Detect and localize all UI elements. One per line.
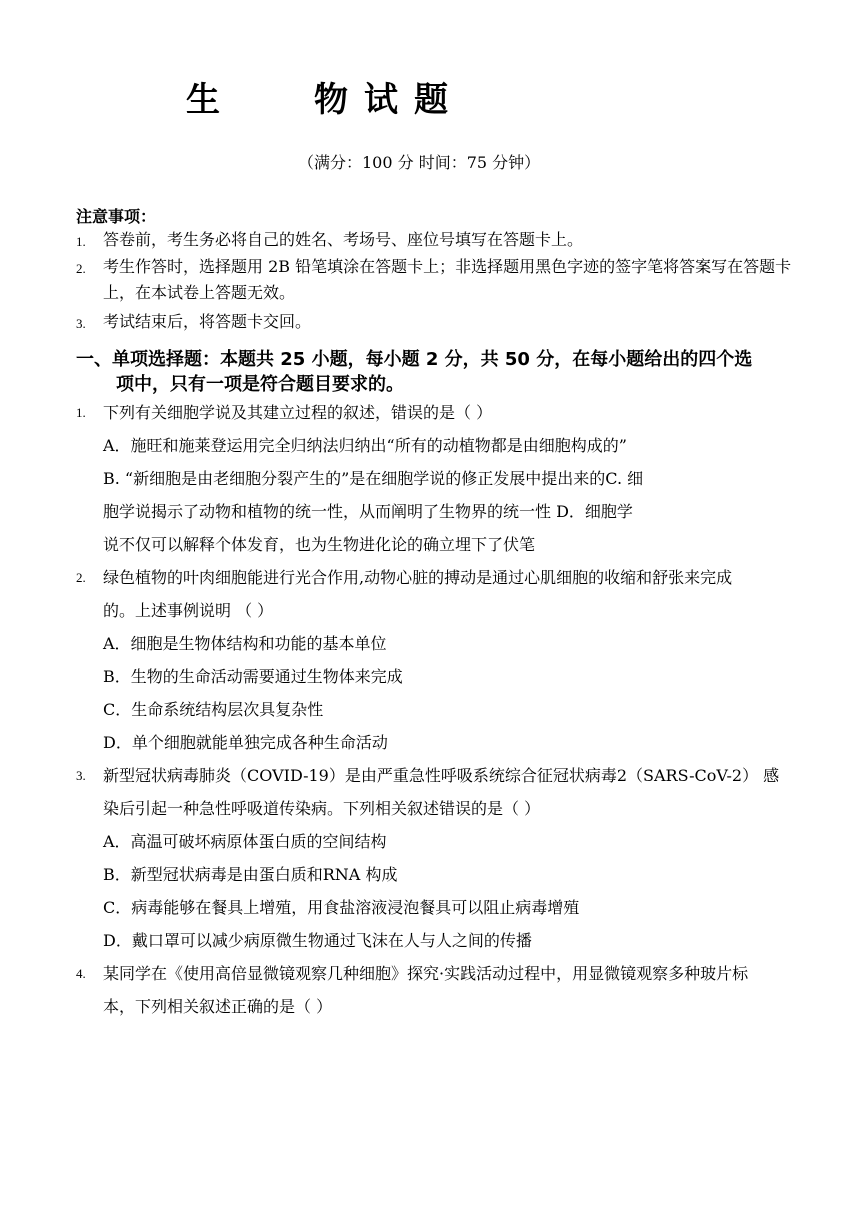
question-1-number [76, 402, 86, 421]
question-1-option-b: B. “新细胞是由老细胞分裂产生的”是在细胞学说的修正发展中提出来的C. 细 [103, 469, 644, 488]
question-1-option-c: 胞学说揭示了动物和植物的统一性，从而阐明了生物界的统一性 D．细胞学 [103, 502, 633, 521]
notice-item-number: 3. [76, 316, 86, 331]
notice-item-2-text: 考生作答时，选择题用 2B 铅笔填涂在答题卡上；非选择题用黑色字迹的签字笔将答案写在答题卡 [103, 257, 792, 276]
section-heading-line-2: 项中，只有一项是符合题目要求的。 [116, 374, 404, 395]
question-2-option-b: B．生物的生命活动需要通过生物体来完成 [103, 667, 403, 686]
question-3-option-b: B．新型冠状病毒是由蛋白质和RNA 构成 [103, 865, 398, 884]
question-3-stem: 新型冠状病毒肺炎（COVID-19）是由严重急性呼吸系统综合征冠状病毒2（SARS-CoV-2） 感 [103, 766, 780, 785]
question-number: 4. [76, 966, 86, 981]
notice-item-2 [76, 258, 86, 279]
question-number: 3. [76, 768, 86, 783]
notice-heading: 注意事项： [76, 207, 157, 226]
question-3-option-c: C．病毒能够在餐具上增殖，用食盐溶液浸泡餐具可以阻止病毒增殖 [103, 898, 580, 917]
title-char-1: 生 [186, 80, 222, 120]
question-2-stem: 绿色植物的叶肉细胞能进行光合作用,动物心脏的搏动是通过心肌细胞的收缩和舒张来完成 [103, 568, 733, 587]
question-number: 2. [76, 570, 86, 585]
exam-info: （满分：100 分 时间：75 分钟） [298, 153, 541, 172]
question-3-option-d: D．戴口罩可以减少病原微生物通过飞沫在人与人之间的传播 [103, 931, 532, 950]
notice-item-number: 2. [76, 261, 86, 276]
question-4-number [76, 963, 86, 982]
question-3-option-a: A．高温可破坏病原体蛋白质的空间结构 [103, 832, 387, 851]
question-2-option-c: C．生命系统结构层次具复杂性 [103, 700, 324, 719]
notice-item-2-cont: 上，在本试卷上答题无效。 [103, 283, 296, 302]
title-char-2: 物 [314, 80, 350, 120]
question-number: 1. [76, 405, 86, 420]
question-2-stem-cont: 的。上述事例说明 （ ） [103, 601, 274, 620]
notice-item-1 [76, 231, 86, 252]
section-heading-line-1: 一、单项选择题：本题共 25 小题，每小题 2 分，共 50 分，在每小题给出的四个选 [76, 349, 753, 370]
question-3-number [76, 765, 86, 784]
title-char-4: 题 [414, 80, 450, 120]
title-char-3: 试 [364, 80, 400, 120]
question-2-number [76, 567, 86, 586]
notice-item-number: 1. [76, 234, 86, 249]
notice-item-3-text: 考试结束后，将答题卡交回。 [103, 312, 312, 331]
question-2-option-a: A．细胞是生物体结构和功能的基本单位 [103, 634, 387, 653]
question-4-stem-cont: 本，下列相关叙述正确的是（ ） [103, 997, 333, 1016]
question-1-option-a: A．施旺和施莱登运用完全归纳法归纳出“所有的动植物都是由细胞构成的” [103, 436, 627, 455]
question-4-stem: 某同学在《使用高倍显微镜观察几种细胞》探究·实践活动过程中，用显微镜观察多种玻片标 [103, 964, 749, 983]
notice-item-3 [76, 313, 86, 334]
question-2-option-d: D．单个细胞就能单独完成各种生命活动 [103, 733, 388, 752]
question-3-stem-cont: 染后引起一种急性呼吸道传染病。下列相关叙述错误的是（ ） [103, 799, 541, 818]
notice-item-1-text: 答卷前，考生务必将自己的姓名、考场号、座位号填写在答题卡上。 [103, 230, 584, 249]
question-1-stem: 下列有关细胞学说及其建立过程的叙述，错误的是（ ） [103, 403, 493, 422]
question-1-option-d: 说不仅可以解释个体发育，也为生物进化论的确立埋下了伏笔 [103, 535, 536, 554]
page-title [186, 72, 450, 121]
